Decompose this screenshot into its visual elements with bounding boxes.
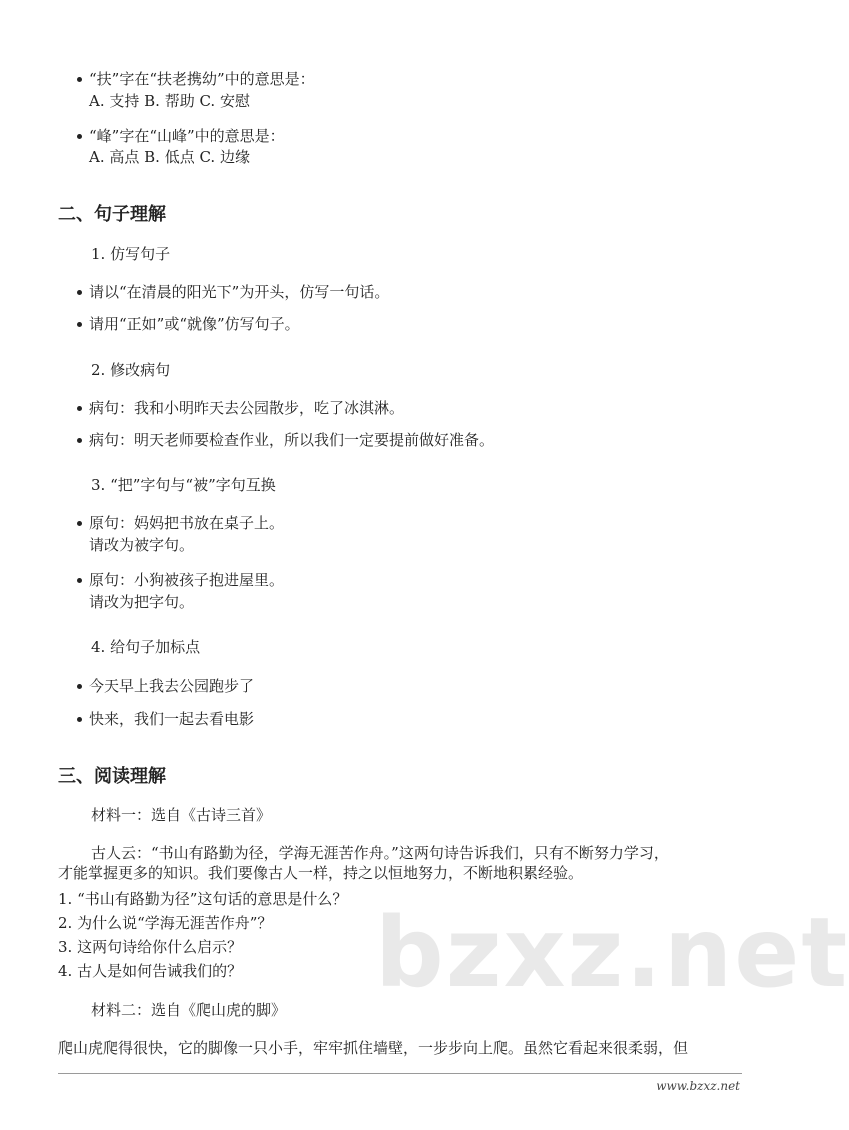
list-item: 请以“在清晨的阳光下”为开头，仿写一句话。 [89, 283, 390, 301]
list-item: 今天早上我去公园跑步了 [89, 677, 255, 695]
list-item: 病句：我和小明昨天去公园散步，吃了冰淇淋。 [89, 399, 405, 417]
bullet-dot [77, 77, 82, 82]
question-options: A. 高点 B. 低点 C. 边缘 [89, 148, 250, 166]
reading-question: 3. 这两句诗给你什么启示？ [58, 938, 243, 956]
bullet-dot [77, 521, 82, 526]
footer-url: www.bzxz.net [656, 1079, 740, 1093]
list-item: 原句：妈妈把书放在桌子上。 [89, 514, 285, 532]
section-heading: 三、阅读理解 [58, 766, 166, 787]
subsection-title: 2. 修改病句 [91, 361, 171, 379]
reading-question: 1. “书山有路勤为径”这句话的意思是什么？ [58, 890, 348, 908]
list-item: 病句：明天老师要检查作业，所以我们一定要提前做好准备。 [89, 431, 495, 449]
bullet-dot [77, 290, 82, 295]
list-item: 快来，我们一起去看电影 [89, 710, 255, 728]
list-item: 请用“正如”或“就像”仿写句子。 [89, 315, 300, 333]
list-item: 原句：小狗被孩子抱进屋里。 [89, 571, 285, 589]
question-text: “峰”字在“山峰”中的意思是： [89, 127, 285, 145]
bullet-dot [77, 406, 82, 411]
footer-divider [58, 1073, 742, 1074]
subsection-title: 1. 仿写句子 [91, 245, 171, 263]
material-title: 材料二：选自《爬山虎的脚》 [91, 1001, 287, 1019]
list-item-instruction: 请改为把字句。 [89, 593, 195, 611]
bullet-dot [77, 134, 82, 139]
bullet-dot [77, 717, 82, 722]
paragraph-line: 古人云：“书山有路勤为径，学海无涯苦作舟。”这两句诗告诉我们，只有不断努力学习， [91, 844, 669, 862]
watermark-logo: bzxz.net [375, 897, 849, 1009]
material-title: 材料一：选自《古诗三首》 [91, 806, 272, 824]
list-item-instruction: 请改为被字句。 [89, 536, 195, 554]
bullet-dot [77, 684, 82, 689]
paragraph-line: 才能掌握更多的知识。我们要像古人一样，持之以恒地努力，不断地积累经验。 [58, 864, 584, 882]
reading-question: 2. 为什么说“学海无涯苦作舟”？ [58, 914, 273, 932]
bullet-dot [77, 438, 82, 443]
bullet-dot [77, 322, 82, 327]
reading-question: 4. 古人是如何告诫我们的？ [58, 962, 243, 980]
question-text: “扶”字在“扶老携幼”中的意思是： [89, 70, 315, 88]
bullet-dot [77, 578, 82, 583]
subsection-title: 4. 给句子加标点 [91, 638, 201, 656]
question-options: A. 支持 B. 帮助 C. 安慰 [89, 92, 250, 110]
paragraph-line: 爬山虎爬得很快，它的脚像一只小手，牢牢抓住墙壁，一步步向上爬。虽然它看起来很柔弱，但 [58, 1039, 689, 1057]
section-heading: 二、句子理解 [58, 204, 166, 225]
subsection-title: 3. “把”字句与“被”字句互换 [91, 476, 276, 494]
